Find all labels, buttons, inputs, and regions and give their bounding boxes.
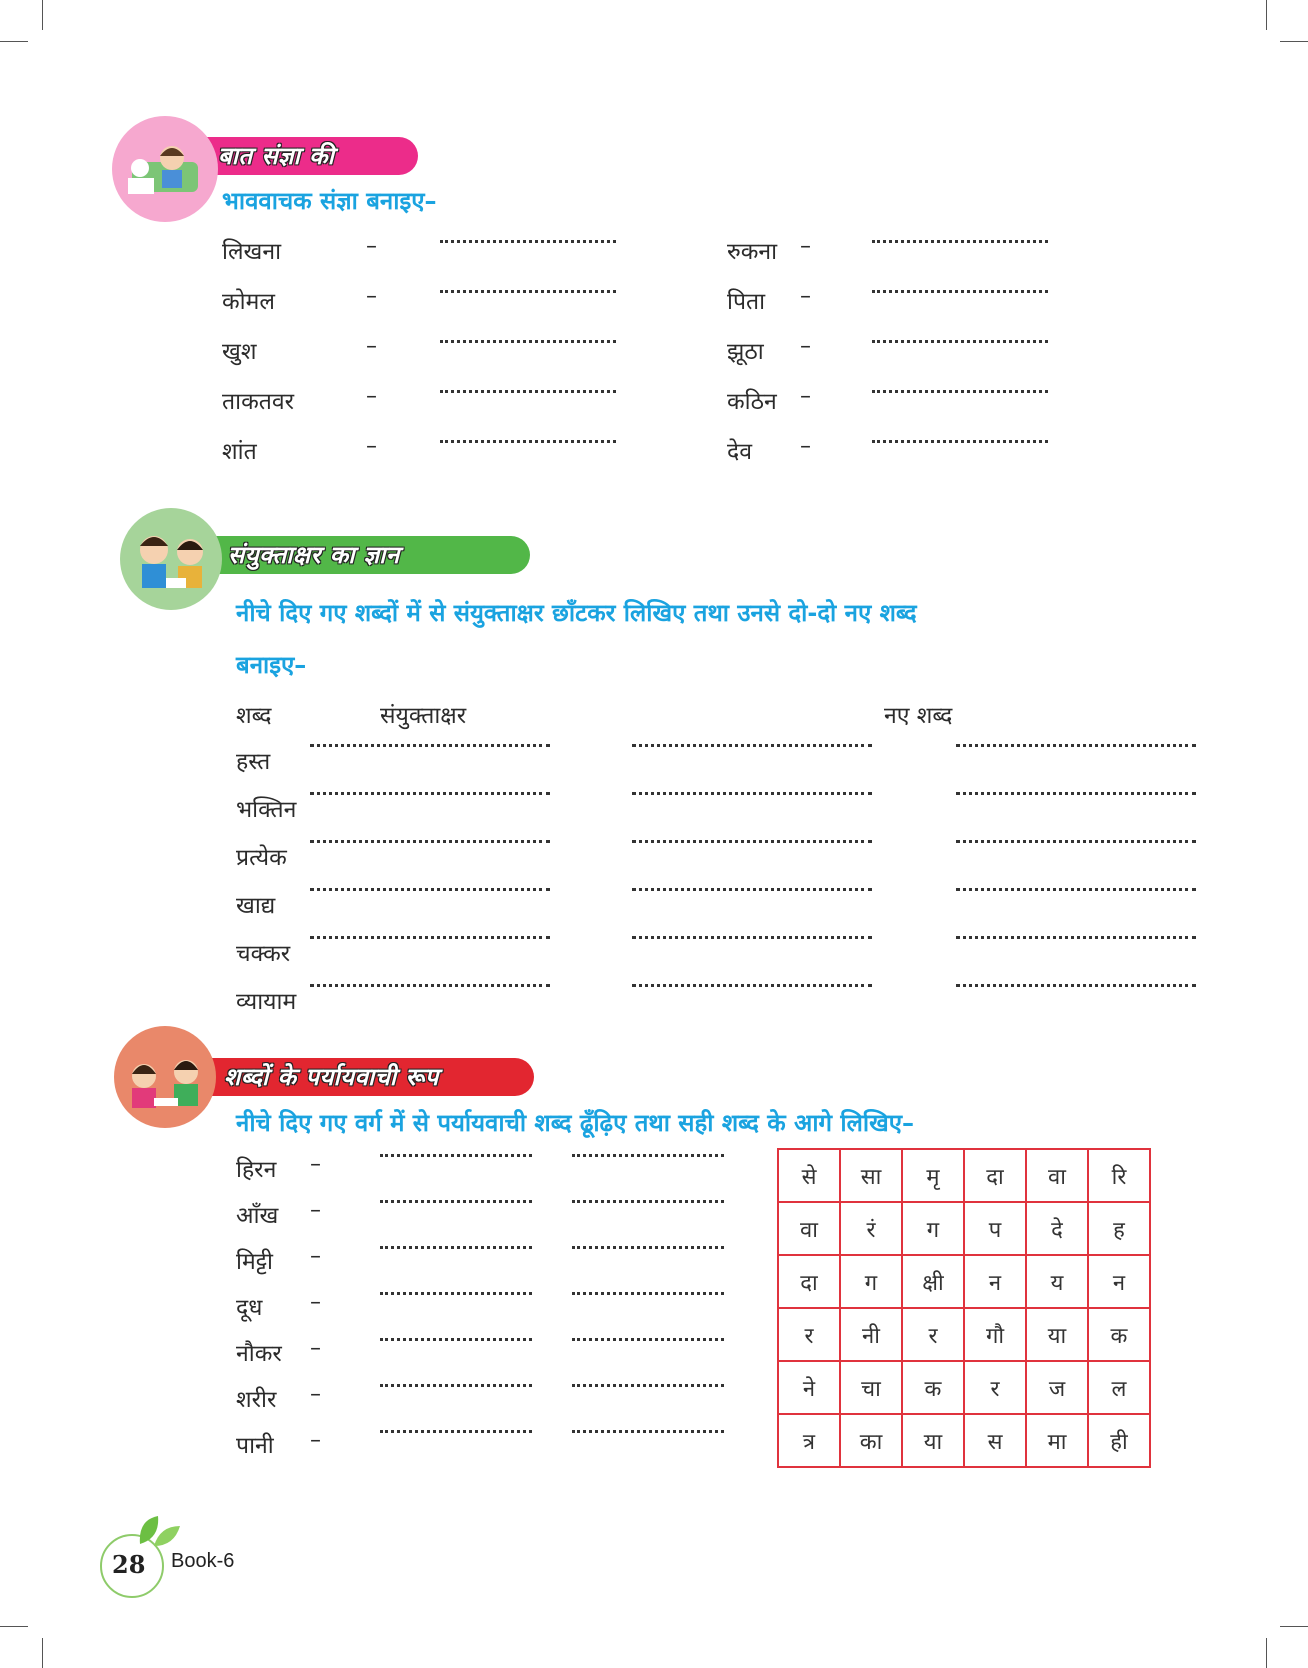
word-item: शांत [222,439,257,465]
answer-line[interactable] [632,984,872,987]
grid-cell[interactable]: दा [778,1255,840,1308]
answer-line[interactable] [872,440,1048,443]
grid-cell[interactable]: या [902,1414,964,1467]
grid-cell[interactable]: र [902,1308,964,1361]
answer-line[interactable] [440,340,616,343]
answer-line[interactable] [380,1384,532,1387]
dash: – [800,434,811,459]
word-item: मिट्टी [236,1249,273,1275]
word-item: ताकतवर [222,389,295,415]
answer-line[interactable] [572,1154,724,1157]
answer-line[interactable] [872,340,1048,343]
answer-line[interactable] [380,1338,532,1341]
word-item: नौकर [236,1341,282,1367]
grid-cell[interactable]: मृ [902,1149,964,1202]
crop-mark [42,1638,43,1668]
grid-cell[interactable]: या [1026,1308,1088,1361]
word-item: झूठा [727,339,764,365]
grid-cell[interactable]: क [1088,1308,1150,1361]
word-item: रुकना [727,239,778,265]
word-item: भक्तिन [236,797,297,823]
word-item: खुश [222,339,257,365]
answer-line[interactable] [440,390,616,393]
answer-line[interactable] [572,1200,724,1203]
word-item: देव [727,439,753,465]
section1-instruction: भाववाचक संज्ञा बनाइए– [222,187,437,215]
dash: – [310,1244,321,1269]
section3-ribbon: शब्दों के पर्यायवाची रूप [206,1058,534,1096]
crop-mark [1280,1626,1308,1627]
word-item: चक्कर [236,941,291,967]
answer-line[interactable] [956,744,1196,747]
grid-cell[interactable]: सा [840,1149,902,1202]
word-item: दूध [236,1295,263,1321]
section2-instruction-line1: नीचे दिए गए शब्दों में से संयुक्ताक्षर छाँटकर लिखिए तथा उनसे दो-दो नए शब्द [236,599,917,627]
dash: – [366,284,377,309]
answer-line[interactable] [632,744,872,747]
word-item: हिरन [236,1157,277,1183]
answer-line[interactable] [440,440,616,443]
grid-cell[interactable]: स [964,1414,1026,1467]
grid-cell[interactable]: ज [1026,1361,1088,1414]
grid-cell[interactable]: क्षी [902,1255,964,1308]
answer-line[interactable] [440,290,616,293]
girls-reading-icon [114,1026,216,1128]
word-item: लिखना [222,239,282,265]
answer-line[interactable] [310,744,550,747]
crop-mark [1280,41,1308,42]
grid-cell[interactable]: रं [840,1202,902,1255]
dash: – [366,434,377,459]
answer-line[interactable] [956,936,1196,939]
dash: – [366,334,377,359]
grid-cell[interactable]: ग [902,1202,964,1255]
grid-cell[interactable]: दा [964,1149,1026,1202]
dash: – [800,234,811,259]
grid-cell[interactable]: से [778,1149,840,1202]
section2-instruction-line2: बनाइए– [236,651,307,679]
grid-cell[interactable]: वा [1026,1149,1088,1202]
grid-cell[interactable]: गौ [964,1308,1026,1361]
grid-cell[interactable]: ने [778,1361,840,1414]
answer-line[interactable] [572,1246,724,1249]
answer-line[interactable] [872,390,1048,393]
dash: – [310,1152,321,1177]
answer-line[interactable] [380,1292,532,1295]
section2-ribbon: संयुक्ताक्षर का ज्ञान [210,536,530,574]
word-item: पिता [727,289,766,315]
dash: – [310,1198,321,1223]
grid-cell[interactable]: न [1088,1255,1150,1308]
answer-line[interactable] [956,888,1196,891]
grid-cell[interactable]: चा [840,1361,902,1414]
word-item: कठिन [727,389,777,415]
answer-line[interactable] [310,936,550,939]
book-label: Book-6 [171,1550,235,1572]
dash: – [310,1290,321,1315]
dash: – [800,284,811,309]
answer-line[interactable] [872,290,1048,293]
answer-line[interactable] [632,840,872,843]
dash: – [366,384,377,409]
answer-line[interactable] [380,1154,532,1157]
grid-cell[interactable]: न [964,1255,1026,1308]
word-item: पानी [236,1433,274,1459]
grid-cell[interactable]: र [964,1361,1026,1414]
answer-line[interactable] [310,840,550,843]
dash: – [310,1428,321,1453]
answer-line[interactable] [440,240,616,243]
leaf-icon [136,1512,182,1552]
header-word: शब्द [236,703,272,729]
grid-cell[interactable]: प [964,1202,1026,1255]
answer-line[interactable] [632,792,872,795]
header-conjunct: संयुक्ताक्षर [380,703,467,729]
dash: – [310,1382,321,1407]
answer-line[interactable] [632,936,872,939]
grid-cell[interactable]: ह [1088,1202,1150,1255]
grid-cell[interactable]: दे [1026,1202,1088,1255]
grid-cell[interactable]: नी [840,1308,902,1361]
word-item: कोमल [222,289,275,315]
grid-cell[interactable]: मा [1026,1414,1088,1467]
grid-cell[interactable]: र [778,1308,840,1361]
dash: – [800,384,811,409]
header-new-words: नए शब्द [884,703,953,729]
answer-line[interactable] [310,984,550,987]
answer-line[interactable] [572,1384,724,1387]
section3-instruction: नीचे दिए गए वर्ग में से पर्यायवाची शब्द ढूँढ़िए तथा सही शब्द के आगे लिखिए– [236,1109,915,1137]
grid-cell[interactable]: ग [840,1255,902,1308]
word-item: हस्त [236,749,271,775]
word-item: आँख [236,1203,279,1229]
grid-cell[interactable]: ल [1088,1361,1150,1414]
word-item: शरीर [236,1387,277,1413]
answer-line[interactable] [380,1430,532,1433]
word-item: व्यायाम [236,989,297,1015]
dash: – [366,234,377,259]
dash: – [310,1336,321,1361]
answer-line[interactable] [872,240,1048,243]
answer-line[interactable] [380,1246,532,1249]
answer-line[interactable] [310,888,550,891]
dash: – [800,334,811,359]
grid-cell[interactable]: रि [1088,1149,1150,1202]
answer-line[interactable] [956,840,1196,843]
answer-line[interactable] [632,888,872,891]
crop-mark [0,1626,28,1627]
answer-line[interactable] [572,1292,724,1295]
grid-cell[interactable]: वा [778,1202,840,1255]
crop-mark [42,0,43,30]
word-item: खाद्य [236,893,276,919]
word-item: प्रत्येक [236,845,287,871]
grid-cell[interactable]: य [1026,1255,1088,1308]
grid-cell[interactable]: क [902,1361,964,1414]
answer-line[interactable] [572,1338,724,1341]
crop-mark [1266,0,1267,30]
reading-kids-icon [120,508,222,610]
grid-cell[interactable]: ही [1088,1414,1150,1467]
word-search-grid [777,1148,1151,1468]
answer-line[interactable] [310,792,550,795]
page-number: 28 [112,1550,146,1579]
answer-line[interactable] [956,792,1196,795]
kids-illustration-icon [112,116,218,222]
answer-line[interactable] [380,1200,532,1203]
answer-line[interactable] [572,1430,724,1433]
grid-cell[interactable]: का [840,1414,902,1467]
crop-mark [1266,1638,1267,1668]
section1-ribbon: बात संज्ञा की [200,137,418,175]
grid-cell[interactable]: त्र [778,1414,840,1467]
answer-line[interactable] [956,984,1196,987]
crop-mark [0,41,28,42]
